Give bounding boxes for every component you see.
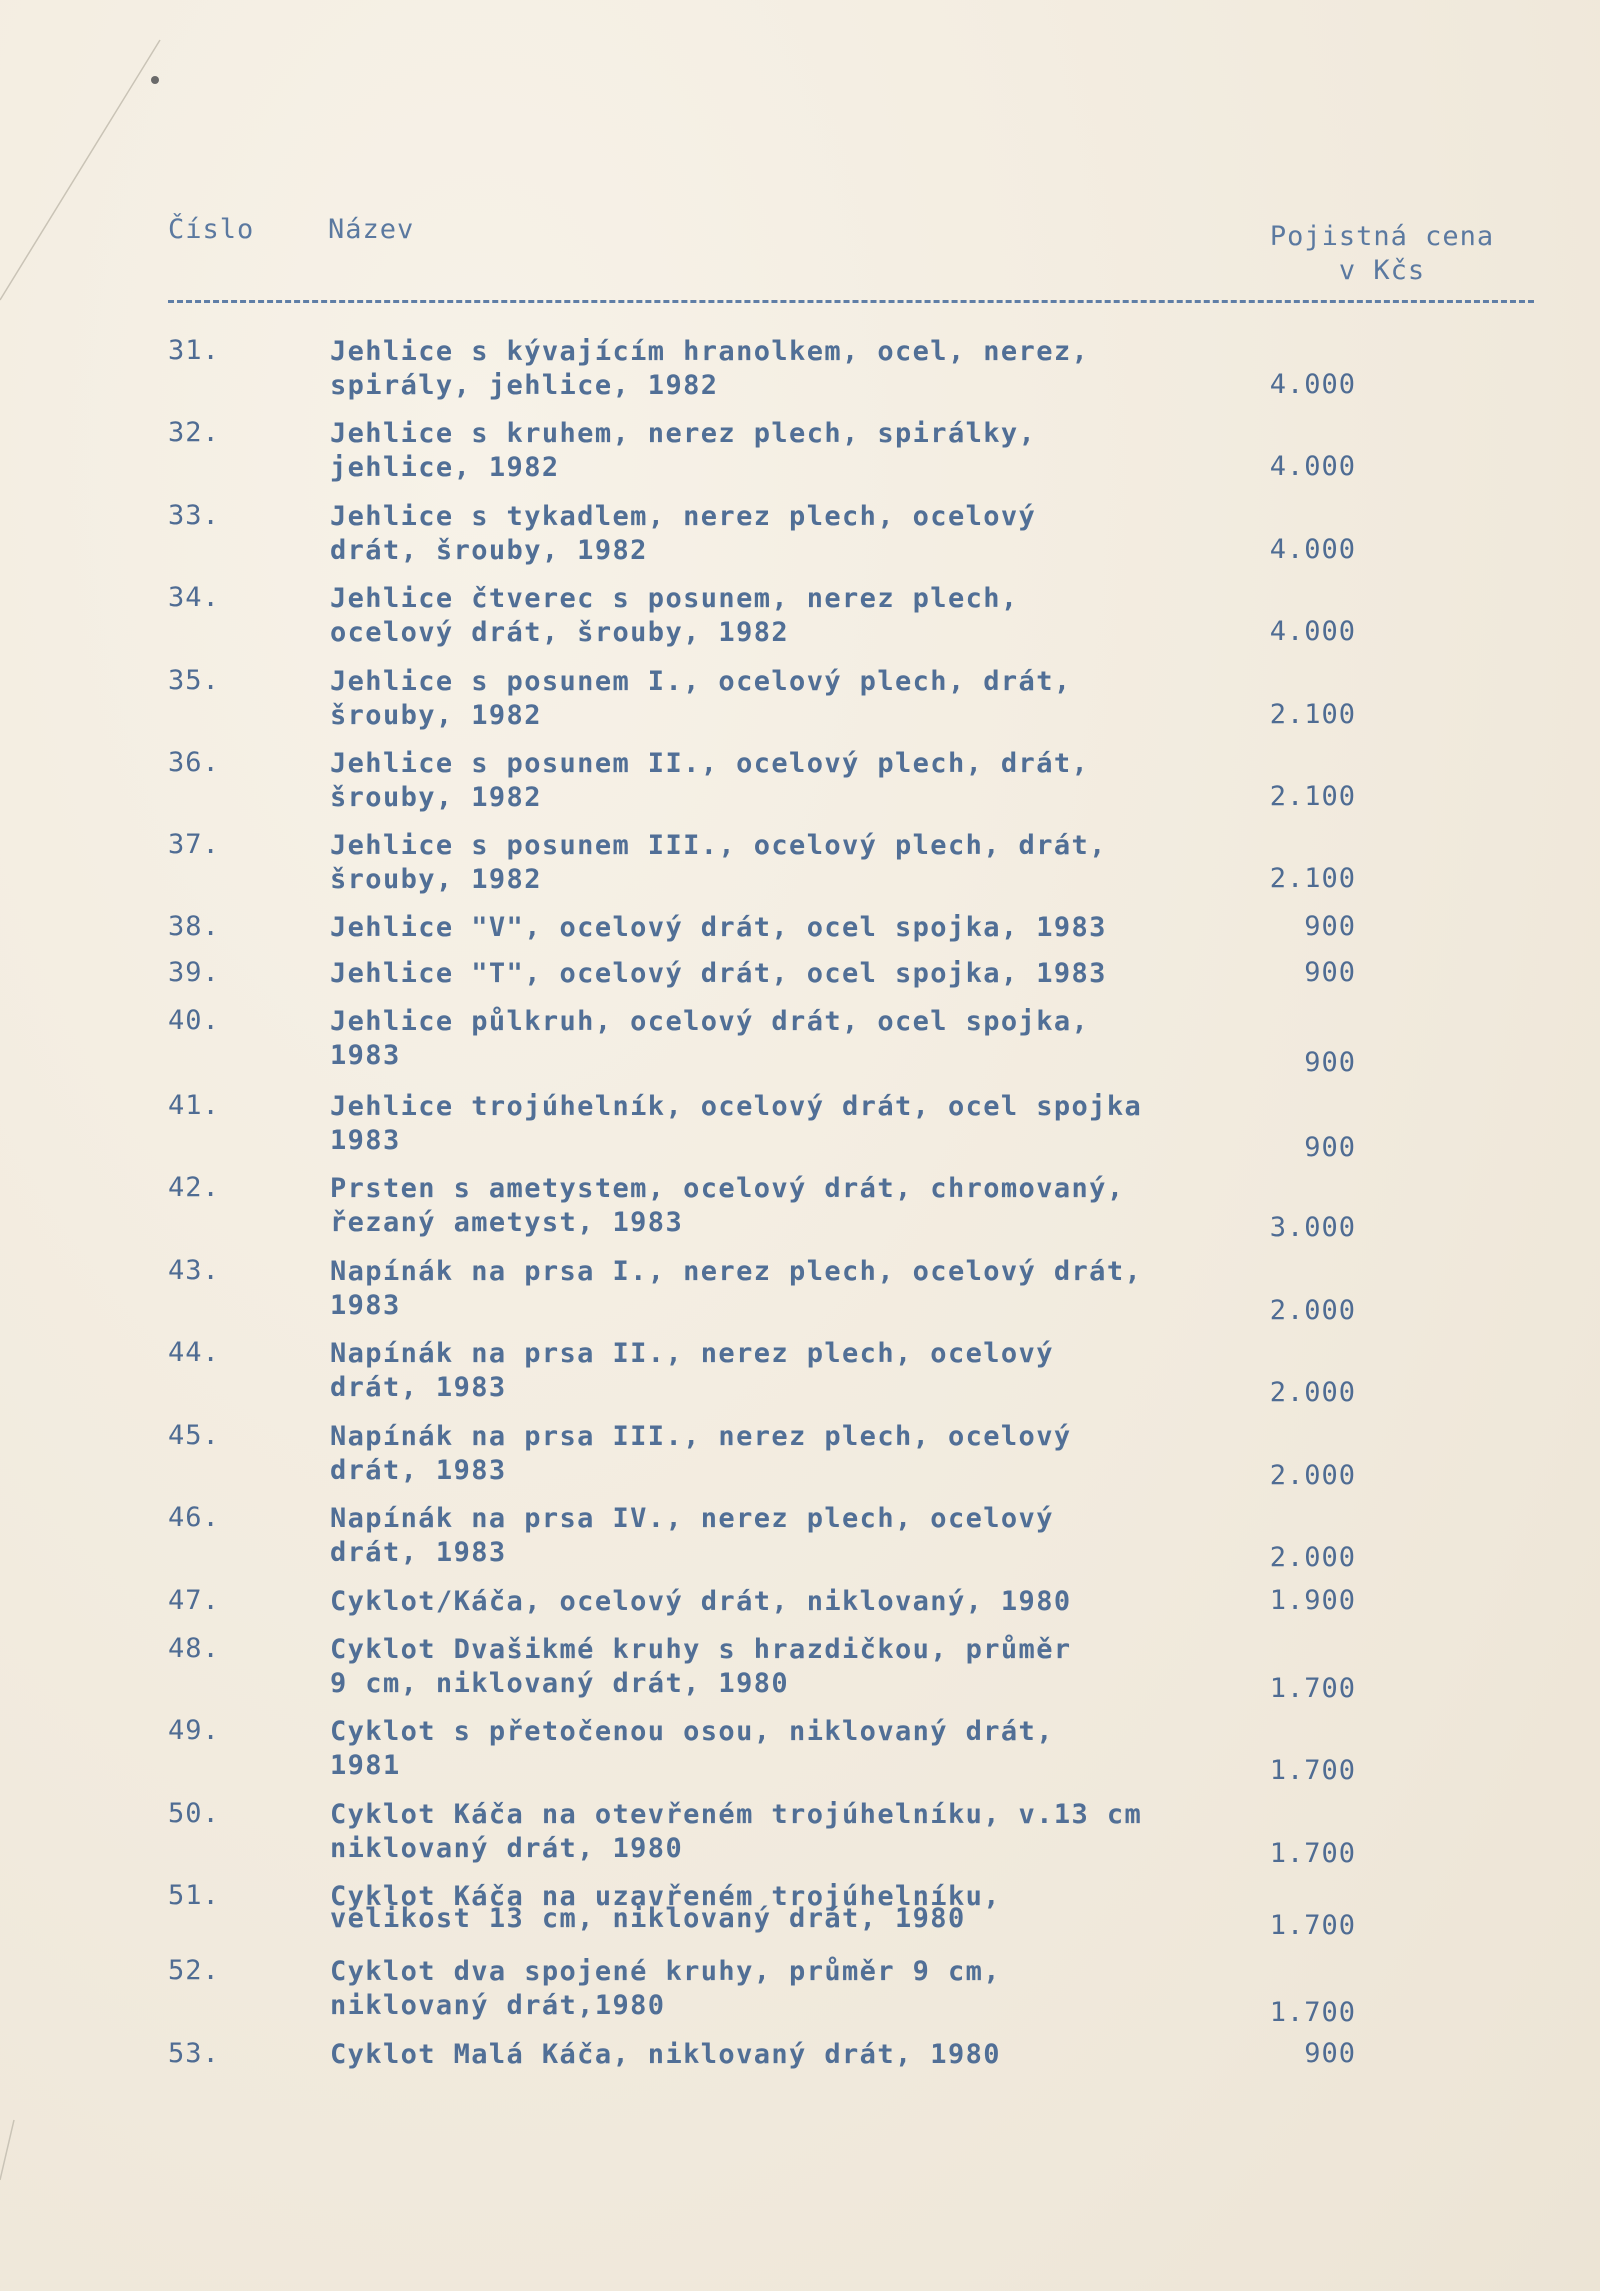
- item-price: 2.100: [1269, 781, 1356, 812]
- item-description: Jehlice "T", ocelový drát, ocel spojka, 1983: [330, 958, 1107, 989]
- column-header-name: Název: [328, 214, 415, 245]
- item-number: 48.: [168, 1633, 220, 1664]
- item-price: 900: [1304, 1047, 1356, 1078]
- item-description: Cyklot Malá Káča, niklovaný drát, 1980: [330, 2039, 1001, 2070]
- item-description: Cyklot Dvašikmé kruhy s hrazdičkou, průměr 9 cm, niklovaný drát, 1980: [330, 1634, 1072, 1699]
- item-price: 1.700: [1269, 1838, 1356, 1869]
- item-price: 900: [1304, 911, 1356, 942]
- item-number: 45.: [168, 1420, 220, 1451]
- item-description: Napínák na prsa I., nerez plech, ocelový drát, 1983: [330, 1256, 1143, 1321]
- item-price: 3.000: [1269, 1212, 1356, 1243]
- item-number: 53.: [168, 2038, 220, 2069]
- price-header-line1: Pojistná cena: [1269, 221, 1495, 252]
- item-price: 1.900: [1269, 1585, 1356, 1616]
- item-price: 2.000: [1269, 1460, 1356, 1491]
- item-price: 4.000: [1269, 534, 1356, 565]
- item-price: 1.700: [1269, 1997, 1356, 2028]
- item-price: 900: [1304, 957, 1356, 988]
- item-description: Cyklot/Káča, ocelový drát, niklovaný, 1980: [330, 1586, 1072, 1617]
- item-number: 43.: [168, 1255, 220, 1286]
- item-description: Jehlice s kruhem, nerez plech, spirálky, jehlice, 1982: [330, 418, 1037, 483]
- item-price: 1.700: [1269, 1755, 1356, 1786]
- item-price: 4.000: [1269, 451, 1356, 482]
- item-description: Napínák na prsa III., nerez plech, ocelový drát, 1983: [330, 1421, 1072, 1486]
- item-description: Jehlice trojúhelník, ocelový drát, ocel spojka 1983: [330, 1091, 1143, 1156]
- item-number: 37.: [168, 829, 220, 860]
- column-header-price: [1252, 220, 1512, 288]
- item-price: 4.000: [1269, 369, 1356, 400]
- item-number: 31.: [168, 335, 220, 366]
- item-price: 2.000: [1269, 1377, 1356, 1408]
- item-price: 4.000: [1269, 616, 1356, 647]
- item-number: 38.: [168, 911, 220, 942]
- item-number: 40.: [168, 1005, 220, 1036]
- item-number: 35.: [168, 665, 220, 696]
- item-price: 1.700: [1269, 1673, 1356, 1704]
- item-description: Jehlice s posunem III., ocelový plech, drát, šrouby, 1982: [330, 830, 1107, 895]
- item-number: 46.: [168, 1502, 220, 1533]
- item-price: 2.100: [1269, 699, 1356, 730]
- item-number: 32.: [168, 417, 220, 448]
- item-description: Jehlice s posunem II., ocelový plech, drát, šrouby, 1982: [330, 748, 1090, 813]
- header-divider: [168, 300, 1534, 303]
- item-description: Jehlice s tykadlem, nerez plech, ocelový drát, šrouby, 1982: [330, 501, 1037, 566]
- item-description: Jehlice půlkruh, ocelový drát, ocel spojka, 1983: [330, 1006, 1090, 1071]
- item-description: Prsten s ametystem, ocelový drát, chromovaný, řezaný ametyst, 1983: [330, 1173, 1125, 1238]
- item-description: Cyklot Káča na otevřeném trojúhelníku, v.13 cm niklovaný drát, 1980: [330, 1799, 1143, 1864]
- item-number: 51.: [168, 1880, 220, 1911]
- price-header-line2: v Kčs: [1338, 255, 1426, 286]
- item-number: 39.: [168, 957, 220, 988]
- item-number: 52.: [168, 1955, 220, 1986]
- item-price: 2.100: [1269, 863, 1356, 894]
- item-number: 34.: [168, 582, 220, 613]
- item-number: 41.: [168, 1090, 220, 1121]
- item-description: Cyklot dva spojené kruhy, průměr 9 cm, niklovaný drát,1980: [330, 1956, 1001, 2021]
- item-price: 900: [1304, 1132, 1356, 1163]
- item-description: Napínák na prsa II., nerez plech, ocelový drát, 1983: [330, 1338, 1054, 1403]
- column-header-number: Číslo: [168, 214, 255, 245]
- item-description: Cyklot s přetočenou osou, niklovaný drát, 1981: [330, 1716, 1054, 1781]
- item-number: 44.: [168, 1337, 220, 1368]
- item-description: Napínák na prsa IV., nerez plech, ocelový drát, 1983: [330, 1503, 1054, 1568]
- item-description: Jehlice čtverec s posunem, nerez plech, ocelový drát, šrouby, 1982: [330, 583, 1019, 648]
- item-price: 2.000: [1269, 1542, 1356, 1573]
- item-number: 42.: [168, 1172, 220, 1203]
- item-number: 49.: [168, 1715, 220, 1746]
- item-description: Jehlice "V", ocelový drát, ocel spojka, 1983: [330, 912, 1107, 943]
- item-description: Jehlice s kývajícím hranolkem, ocel, nerez, spirály, jehlice, 1982: [330, 336, 1090, 401]
- item-description: Jehlice s posunem I., ocelový plech, drát, šrouby, 1982: [330, 666, 1072, 731]
- item-price: 1.700: [1269, 1910, 1356, 1941]
- item-number: 33.: [168, 500, 220, 531]
- item-price: 900: [1304, 2038, 1356, 2069]
- item-description: Cyklot Káča na uzavřeném trojúhelníku, velikost 13 cm, niklovaný drát, 1980: [330, 1881, 1001, 1934]
- item-price: 2.000: [1269, 1295, 1356, 1326]
- item-number: 36.: [168, 747, 220, 778]
- item-number: 47.: [168, 1585, 220, 1616]
- item-number: 50.: [168, 1798, 220, 1829]
